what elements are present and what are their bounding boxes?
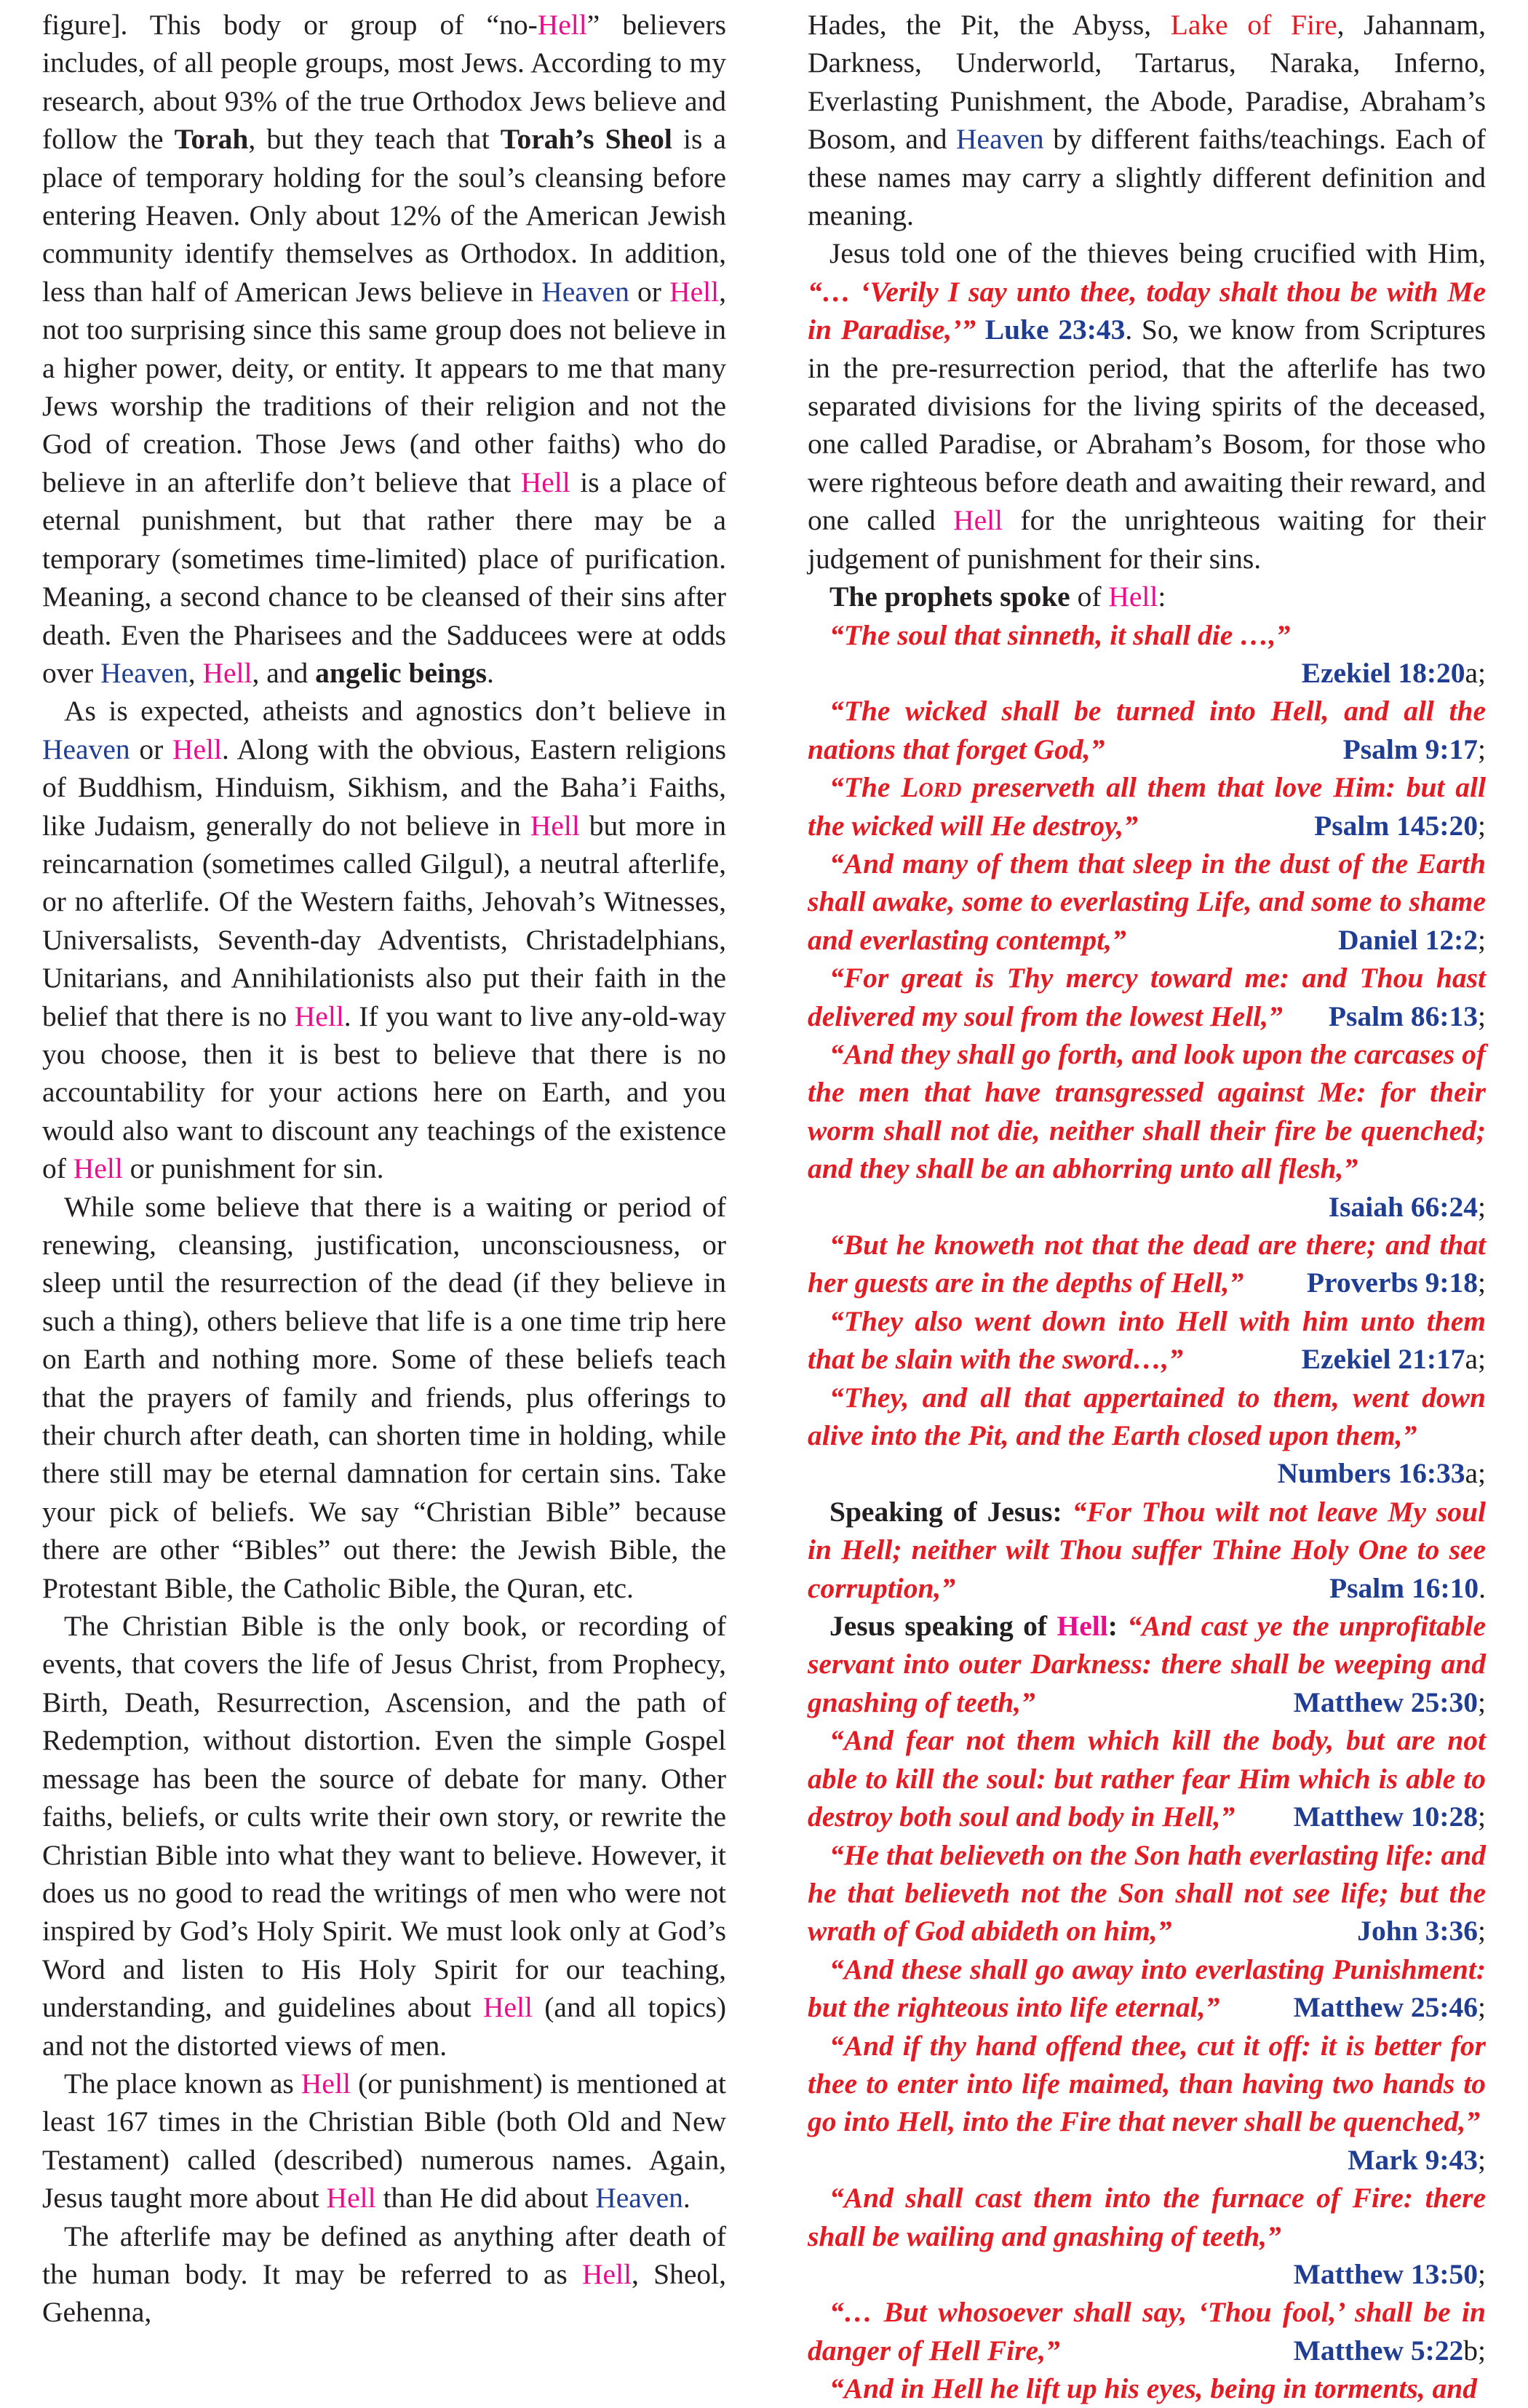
text-run: . Along with the obvious, Eastern religions of Buddhism, Hinduism, Sikhism, and the Baha’i Faiths, like Judaism, generally do not believe in (42, 733, 726, 842)
text-run: by different faiths/teachings. Each of these names may carry a slightly different definition and meaning. (808, 123, 1486, 232)
verse-reference-suffix: ; (1478, 2257, 1486, 2290)
verse-reference-text: Daniel 12:2 (1338, 923, 1479, 956)
text-run: is a place of temporary holding for the soul’s cleansing before entering Heaven. Only about 12% of the American Jewish community identify themselves as Orthodox. In addition, less than half of American Jews believe in (42, 123, 726, 308)
verse-reference-suffix: ; (1478, 1915, 1486, 1947)
scripture-verse (808, 1836, 1486, 1950)
body-paragraph (42, 2217, 726, 2332)
text-run: Hell (1108, 581, 1158, 613)
verse-reference-suffix: ; (1478, 1000, 1486, 1032)
text-run: Hell (953, 504, 1003, 537)
text-run: of (1070, 581, 1109, 613)
verse-reference-text: Matthew 25:46 (1293, 1991, 1479, 2024)
verse-reference (1316, 921, 1486, 959)
text-run: ,” (1038, 2334, 1060, 2367)
text-run: . If you want to live any-old-way you choose, then it is best to believe that there is no accountability for your actions here on Earth, and you would also want to discount any teachings of the existence of (42, 1000, 726, 1185)
text-run: Hell (301, 2067, 351, 2100)
text-run: than He did about (375, 2182, 596, 2214)
text-run: Jesus speaking of (829, 1610, 1057, 1643)
text-run: The prophets spoke (829, 581, 1070, 613)
text-run: Hell (669, 275, 720, 308)
verse-reference-suffix: ; (1478, 1686, 1486, 1718)
scripture-verse (808, 959, 1486, 1035)
verse-reference-suffix: a; (1465, 1457, 1486, 1490)
scripture-verse (808, 1226, 1486, 1302)
text-run: Torah (174, 123, 249, 156)
text-run: . (487, 656, 494, 689)
scripture-verse (808, 845, 1486, 959)
verse-reference-text: Ezekiel 21:17 (1301, 1343, 1465, 1376)
text-run: Hell (1270, 695, 1322, 727)
text-run: “And in (829, 2372, 932, 2405)
text-run: The afterlife may be defined as anything after death of the human body. It may be referred to as (42, 2220, 726, 2290)
text-run: Lord (901, 771, 962, 804)
verse-reference-text: John 3:36 (1357, 1915, 1479, 1947)
text-run: “… But whosoever shall say, ‘Thou fool,’ shall be in danger of (808, 2296, 1486, 2367)
text-run: “And if thy hand offend thee, cut it off: it is better for thee to enter into life maimed, than having two hands to go into (808, 2029, 1486, 2138)
text-run (976, 314, 985, 346)
text-run: ” believers includes, of all people groups, most Jews. According to my research, about 93% of the true Orthodox Jews believe and follow the (42, 9, 726, 156)
text-run: (and all topics) and not the distorted views of men. (42, 1991, 726, 2062)
text-run: ,” (1213, 1801, 1235, 1833)
text-run: figure]. This body or group of “no- (42, 9, 538, 41)
text-run: Hell (896, 2105, 949, 2138)
text-run: Fire (1059, 2105, 1112, 2138)
verse-reference (1321, 730, 1486, 768)
verse-reference (1280, 1340, 1486, 1378)
verse-reference-text: Numbers 16:33 (1277, 1457, 1465, 1490)
text-run: , into the (948, 2105, 1060, 2138)
verse-reference-text: Matthew 10:28 (1293, 1801, 1479, 1833)
scripture-verse (808, 616, 1486, 693)
text-run: he lift up his eyes, being in torments, and (982, 2372, 1477, 2405)
text-run: “The soul that sinneth, it shall die …,” (829, 618, 1291, 651)
text-run: ,” (1222, 1267, 1244, 1299)
text-run: Lake of Fire (1170, 9, 1337, 41)
verse-reference (1292, 807, 1486, 845)
text-run: but more in reincarnation (sometimes called Gilgul), a neutral afterlife, or no afterlife. Of the Western faiths, Jehovah’s Witnesses, Universalists, Seventh-day Adventists, Christadelphians, Unitarians, and Annihilationists also put their faith in the belief that there is no (42, 809, 727, 1032)
text-run: “And cast ye the unprofitable servant into outer (808, 1610, 1487, 1681)
verse-reference (1280, 654, 1486, 692)
scripture-verse (808, 1302, 1486, 1379)
text-run: fire (1274, 1114, 1316, 1147)
text-run: angelic beings (315, 656, 488, 689)
text-run: that never shall be quenched,” (1111, 2105, 1480, 2138)
text-run: , and the Earth closed upon them,” (1001, 1419, 1417, 1452)
verse-reference (1272, 1988, 1486, 2026)
text-run: Hell (1176, 1304, 1227, 1337)
text-run: “… ‘Verily I say unto thee, today shalt thou be with Me in Paradise,’” (808, 275, 1486, 346)
scripture-verse (808, 2369, 1486, 2407)
text-run: The Christian Bible is the only book, or recording of events, that covers the life of Jesus Christ, from Prophecy, Birth, Death, Resurrection, Ascension, and the path of Redemption, without distortion. Even the simple Gospel message has been the source of debate for many. Other faiths, beliefs, or cults write their own story, or rewrite the Christian Bible into what they want to believe. However, it does us no good to read the writings of men who were not inspired by God’s Holy Spirit. We must look only at God’s Word and listen to His Holy Spirit for our teaching, understanding, and guidelines about (42, 1610, 726, 2024)
text-run: Heaven (956, 123, 1044, 156)
text-run: “For Thou wilt not leave My soul in Hell; neither wilt Thou suffer Thine Holy One to see corruption,” (808, 1495, 1486, 1604)
text-run: . So, we know from Scriptures in the pre-resurrection period, that the afterlife has two separated divisions for the living spirits of the deceased, one called Paradise, or Abraham’s Bosom, for those who were righteous before death and awaiting their reward, and one called (808, 314, 1487, 537)
scripture-verse (808, 2179, 1486, 2293)
text-run: , but they teach that (248, 123, 501, 156)
text-run: Hades, the Pit, the Abyss, (808, 9, 1171, 41)
text-run: Hell (202, 656, 252, 689)
verse-reference-text: Matthew 25:30 (1293, 1686, 1479, 1718)
text-run: : there shall be wailing and gnashing of teeth,” (808, 2182, 1486, 2252)
text-run: : (1107, 1610, 1128, 1643)
verse-reference (1272, 2332, 1486, 2369)
verse-reference (1307, 997, 1486, 1035)
text-run: As is expected, atheists and agnostics don’t believe in (64, 695, 726, 727)
text-run: The place known as (64, 2067, 301, 2100)
verse-reference-text: Psalm 145:20 (1314, 809, 1479, 842)
text-run: , and (252, 656, 316, 689)
verse-reference (1285, 1264, 1486, 1301)
text-run: , not too surprising since this same group does not believe in a higher power, deity, or entity. It appears to me that many Jews worship the traditions of their religion and not the God of creation. Those Jews (and other faiths) who do believe in an afterlife don’t believe that (42, 275, 727, 498)
scripture-verse-list (808, 616, 1486, 2408)
body-paragraph (42, 692, 726, 1187)
text-run: Fire (1352, 2182, 1404, 2214)
text-run: ,” (1261, 1000, 1283, 1032)
text-run: preserveth all them that love Him: but all the wicked will He destroy,” (808, 771, 1486, 842)
text-run: , Jahannam, Darkness, Underworld, Tartarus, Naraka, Inferno, Everlasting Punishment, the Abode, Paradise, Abraham’s Bosom, and (808, 9, 1486, 156)
text-run: Punishment (1332, 1953, 1476, 1985)
body-paragraph (808, 6, 1486, 234)
verse-reference (1308, 1569, 1486, 1607)
scripture-verse (808, 1721, 1486, 1835)
scripture-verse (808, 1607, 1486, 1721)
text-run: with him unto them that be slain with the sword…,” (808, 1304, 1486, 1376)
verse-reference-text: Psalm 16:10 (1329, 1571, 1479, 1604)
text-run: Hell (1209, 1000, 1262, 1032)
verse-reference (1335, 1912, 1486, 1950)
verse-reference-suffix: a; (1465, 656, 1486, 689)
verse-reference-text: Psalm 9:17 (1342, 733, 1479, 765)
text-run: “He that believeth on the Son hath everlasting life: and he that believeth not the Son shall not see life; but the wrath of God abideth on him,” (808, 1838, 1486, 1947)
text-run: Hell (1171, 1267, 1222, 1299)
text-run: Heaven (541, 275, 629, 308)
verse-reference (1326, 2141, 1486, 2179)
text-run: Heaven (100, 656, 188, 689)
verse-reference-text: Mark 9:43 (1348, 2143, 1479, 2176)
left-column (42, 6, 726, 2332)
text-run: “And fear not them which kill the body, but are not able to kill the soul: but rather fear Him which is able to destroy both soul and body in (808, 1724, 1486, 1833)
text-run: Hell (530, 809, 580, 842)
scripture-verse (808, 1035, 1486, 1226)
body-paragraph (42, 1188, 726, 1607)
text-run: Darkness (1030, 1648, 1142, 1681)
scripture-verse (808, 1950, 1486, 2027)
body-paragraph (808, 234, 1486, 578)
body-paragraph (42, 2065, 726, 2217)
text-run: be quenched; and they shall be an abhorring unto all flesh,” (808, 1114, 1487, 1185)
text-run: or (130, 733, 172, 765)
verse-reference-text: Ezekiel 18:20 (1301, 656, 1465, 689)
text-run: “And many of them that sleep in the dust of the Earth shall awake, some to everlasting Life, and some to shame and everlasting contempt,” (808, 847, 1486, 956)
scripture-verse (808, 2293, 1486, 2369)
verse-reference-text: Isaiah 66:24 (1328, 1190, 1479, 1223)
right-column (808, 6, 1486, 2408)
text-run: “And these shall go away into everlasting (829, 1953, 1333, 1985)
text-run: Hell (294, 1000, 344, 1032)
text-run: “For great is Thy mercy toward me: and Thou hast delivered my soul from the lowest (808, 962, 1486, 1032)
text-run: or (629, 275, 670, 308)
verse-reference (1272, 2255, 1486, 2293)
text-run: Hell (1162, 1801, 1214, 1833)
verse-reference-suffix: ; (1478, 2143, 1486, 2176)
verse-reference-suffix: ; (1478, 923, 1486, 956)
text-run: Hell Fire (928, 2334, 1039, 2367)
verse-reference-text: Matthew 13:50 (1293, 2257, 1479, 2290)
body-paragraph (42, 6, 726, 692)
text-run: Hell (482, 1991, 533, 2024)
text-run: “And shall cast them into the furnace of (829, 2182, 1353, 2214)
text-run: Speaking of Jesus: (829, 1495, 1073, 1528)
text-run: Hell (520, 466, 570, 498)
verse-reference-suffix: a; (1465, 1343, 1486, 1376)
text-run: , Sheol, Gehenna, (42, 2257, 726, 2329)
verse-reference-suffix: . (1479, 1571, 1486, 1604)
verse-reference (1307, 1188, 1486, 1226)
right-column-paragraphs (808, 6, 1486, 616)
verse-reference-suffix: ; (1478, 1190, 1486, 1223)
text-run: or punishment for sin. (122, 1152, 384, 1185)
text-run: (or punishment) is mentioned at least 167 times in the Christian Bible (both Old and New Testament) called (described) numerous names. Again, Jesus taught more about (42, 2067, 726, 2214)
text-run: “And they shall go forth, and look upon the carcases of the men that have transgressed against Me: for their worm shall not die, neither shall their (808, 1037, 1486, 1147)
text-run: Torah’s Sheol (500, 123, 672, 156)
text-run: “But he knoweth not that the dead are there; and that her guests are in the depths of (808, 1229, 1486, 1299)
verse-reference-suffix: ; (1478, 1267, 1486, 1299)
text-run: Hell (73, 1152, 123, 1185)
text-run: Heaven (42, 733, 130, 765)
scripture-verse (808, 1493, 1486, 1607)
text-run: “The (829, 771, 902, 804)
text-run: : there shall be weeping and gnashing of teeth,” (808, 1648, 1486, 1718)
text-run: “They, and all that appertained to them, went down alive into the (808, 1381, 1486, 1452)
text-run: “They also went down into (829, 1304, 1177, 1337)
text-run: Hell (172, 733, 223, 765)
verse-reference-text: Matthew 5:22 (1293, 2334, 1464, 2367)
text-run: , (188, 656, 203, 689)
scripture-verse (808, 1379, 1486, 1493)
text-run: Luke 23:43 (984, 314, 1126, 346)
verse-reference-suffix: ; (1478, 733, 1486, 765)
scripture-verse (808, 768, 1486, 845)
text-run: Hell (326, 2182, 376, 2214)
text-run: Hell (582, 2257, 632, 2290)
verse-reference-suffix: ; (1478, 1801, 1486, 1833)
text-run: Hell (1057, 1610, 1108, 1643)
text-run: , and all the nations that forget God,” (808, 695, 1486, 765)
verse-reference-text: Psalm 86:13 (1328, 1000, 1479, 1032)
body-paragraph (42, 1607, 726, 2065)
verse-reference (1256, 1454, 1486, 1492)
verse-reference-text: Proverbs 9:18 (1306, 1267, 1479, 1299)
text-run: is a place of eternal punishment, but that rather there may be a temporary (sometimes time-limited) place of purification. Meaning, a second chance to be cleansed of their sins after death. Even the Pharisees and the Sadducees were at odds over (42, 466, 726, 689)
verse-reference (1272, 1798, 1486, 1835)
verse-reference-suffix: b; (1463, 2334, 1486, 2367)
text-run: . (683, 2182, 691, 2214)
text-run: Hell (537, 9, 587, 41)
text-run: Jesus told one of the thieves being crucified with Him, (829, 237, 1486, 270)
text-run: for the unrighteous waiting for their judgement of punishment for their sins. (808, 504, 1487, 575)
verse-reference-suffix: ; (1478, 809, 1486, 842)
verse-reference (1272, 1683, 1486, 1721)
scripture-verse (808, 692, 1486, 768)
body-paragraph (808, 578, 1486, 615)
text-run: : but the righteous into life eternal,” (808, 1953, 1486, 2024)
text-run: Hell (931, 2372, 983, 2405)
scripture-verse (808, 2027, 1486, 2180)
text-run: While some believe that there is a waiting or period of renewing, cleansing, justification, unconsciousness, or sleep until the resurrection of the dead (if they believe in such a thing), others believe that life is a one time trip here on Earth and nothing more. Some of these beliefs teach that the prayers of family and friends, plus offerings to their church after death, can shorten time in holding, while there still may be eternal damnation for certain sins. Take your pick of beliefs. We say “Christian Bible” because there are other “Bibles” out there: the Jewish Bible, the Protestant Bible, the Catholic Bible, the Quran, etc. (42, 1190, 726, 1604)
verse-reference-suffix: ; (1478, 1991, 1486, 2024)
text-run: “The wicked shall be turned into (829, 695, 1271, 727)
text-run: Heaven (595, 2182, 683, 2214)
text-run: : (1158, 581, 1166, 613)
text-run: Pit (968, 1419, 1002, 1452)
